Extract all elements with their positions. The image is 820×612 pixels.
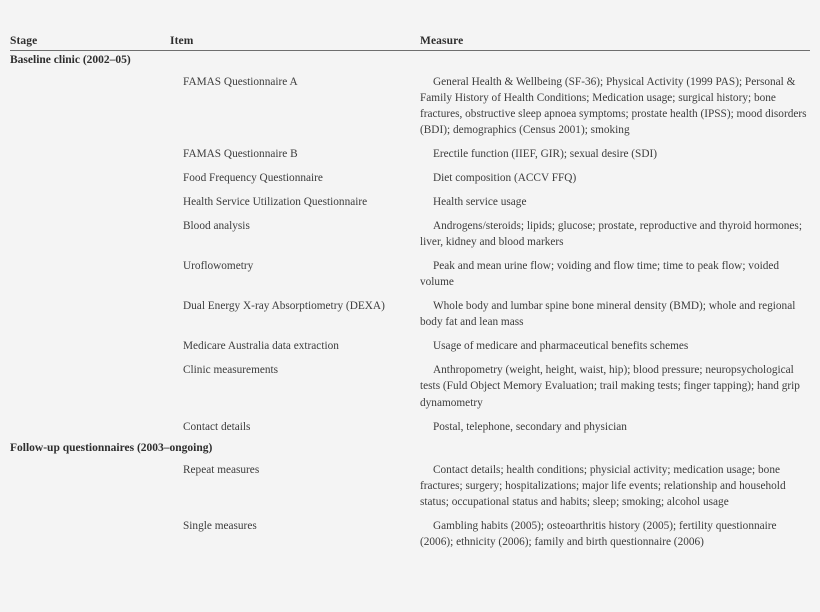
section-title: Follow-up questionnaires (2003–ongoing) xyxy=(10,441,213,454)
table-header-row xyxy=(10,35,810,51)
cell-stage xyxy=(10,358,170,414)
cell-measure: Diet composition (ACCV FFQ) xyxy=(433,172,577,185)
table-row xyxy=(10,294,810,334)
cell-stage xyxy=(10,190,170,214)
cell-item: Blood analysis xyxy=(183,220,250,233)
column-header-item: Item xyxy=(170,35,420,51)
column-header-stage: Stage xyxy=(10,35,170,51)
table-container xyxy=(0,35,820,612)
cell-measure: Androgens/steroids; lipids; glucose; prostate, reproductive and thyroid hormones; liver, kidney and blood markers xyxy=(420,220,802,249)
table-row xyxy=(10,415,810,439)
cell-item: Repeat measures xyxy=(183,463,260,476)
table-row xyxy=(10,358,810,414)
section-title: Baseline clinic (2002–05) xyxy=(10,54,131,66)
cell-item: Clinic measurements xyxy=(183,364,279,377)
cell-measure: Postal, telephone, secondary and physician xyxy=(433,420,627,433)
cell-item: FAMAS Questionnaire A xyxy=(183,76,298,88)
table-body xyxy=(10,51,810,554)
cell-stage xyxy=(10,294,170,334)
table-row xyxy=(10,166,810,190)
cell-stage xyxy=(10,254,170,294)
cell-stage xyxy=(10,514,170,554)
table-row xyxy=(10,514,810,554)
cell-stage xyxy=(10,415,170,439)
cell-item: Single measures xyxy=(183,519,257,532)
cell-measure: Whole body and lumbar spine bone mineral density (BMD); whole and regional body fat and lean mass xyxy=(420,300,796,329)
cell-measure: Gambling habits (2005); osteoarthritis history (2005); fertility questionnaire (2006); ethnicity (2006); family and birth questionnaire (2006) xyxy=(420,519,777,548)
cell-item: Dual Energy X-ray Absorptiometry (DEXA) xyxy=(183,300,385,313)
cell-item: Uroflowometry xyxy=(183,260,254,273)
cell-stage xyxy=(10,458,170,514)
cell-stage xyxy=(10,70,170,142)
table-row xyxy=(10,70,810,142)
table-row xyxy=(10,142,810,166)
table-row xyxy=(10,334,810,358)
section-header-row xyxy=(10,51,810,71)
cell-measure: Anthropometry (weight, height, waist, hip); blood pressure; neuropsychological tests (Fuld Object Memory Evaluation; trail making tests; finger tapping); hand grip dynamometry xyxy=(420,364,800,409)
cell-measure: Peak and mean urine flow; voiding and flow time; time to peak flow; voided volume xyxy=(420,260,780,289)
cell-item: Food Frequency Questionnaire xyxy=(183,172,323,185)
cell-measure: Usage of medicare and pharmaceutical benefits schemes xyxy=(433,340,689,353)
cell-measure: Erectile function (IIEF, GIR); sexual desire (SDI) xyxy=(433,148,658,161)
cell-stage xyxy=(10,214,170,254)
cell-item: Health Service Utilization Questionnaire xyxy=(183,196,368,209)
table-row xyxy=(10,214,810,254)
cell-measure: General Health & Wellbeing (SF-36); Physical Activity (1999 PAS); Personal & Family History of Health Conditions; Medication usage; surgical history; bone fractures, obstructive sleep apnoea symptoms; prostate health (IPSS); mood disorders (BDI); demographics (Census 2001); smoking xyxy=(420,76,807,137)
cell-measure: Health service usage xyxy=(433,196,527,209)
cell-item: Contact details xyxy=(183,420,251,433)
cell-item: FAMAS Questionnaire B xyxy=(183,148,298,161)
table-row xyxy=(10,190,810,214)
cell-stage xyxy=(10,166,170,190)
cell-measure: Contact details; health conditions; physicial activity; medication usage; bone fractures; surgery; hospitalizations; major life events; relationship and household status; occupational status and habits; sleep; smoking; alcohol usage xyxy=(420,463,786,508)
column-header-measure: Measure xyxy=(420,35,810,51)
cell-stage xyxy=(10,142,170,166)
section-header-row xyxy=(10,439,810,458)
study-measures-table xyxy=(10,35,810,554)
cell-stage xyxy=(10,334,170,358)
cell-item: Medicare Australia data extraction xyxy=(183,340,339,353)
table-head xyxy=(10,35,810,51)
table-row xyxy=(10,458,810,514)
table-row xyxy=(10,254,810,294)
